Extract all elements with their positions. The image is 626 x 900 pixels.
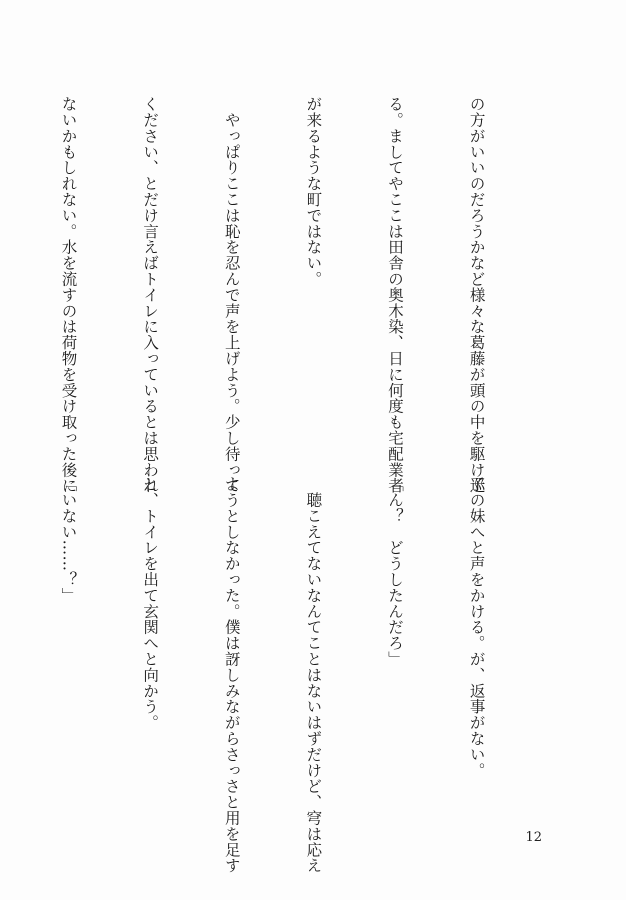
text-line: の方がいいのだろうかなど様々な葛藤が頭の中を駆け巡 bbox=[467, 96, 486, 494]
text-line: ようとしなかった。僕は訝しみながらさっさと用を足す bbox=[222, 476, 241, 874]
text-line: ないかもしれない。水を流すのは荷物を受け取った後に bbox=[59, 96, 78, 494]
page-number: 12 bbox=[525, 830, 542, 845]
text-line: ください、とだけ言えばトイレに入っているとは思われ bbox=[141, 96, 160, 494]
text-line: と、トイレを出て玄関へと向かう。 bbox=[141, 476, 160, 731]
text-line: 「いない……？」 bbox=[59, 476, 78, 604]
text-line: が来るような町ではない。 bbox=[304, 96, 323, 287]
text-line: 聴こえてないなんてことはないはずだけど、穹は応え bbox=[304, 476, 323, 874]
text-line: やっぱりここは恥を忍んで声を上げよう。少し待って bbox=[222, 96, 241, 494]
upper-text-block bbox=[0, 96, 544, 494]
text-line: る。ましてやここは田舎の奥木染、日に何度も宅配業者 bbox=[385, 96, 404, 494]
text-line: 「ん？ どうしたんだろ」 bbox=[385, 476, 404, 667]
text-line: 子の妹へと声をかける。が、返事がない。 bbox=[467, 476, 486, 779]
